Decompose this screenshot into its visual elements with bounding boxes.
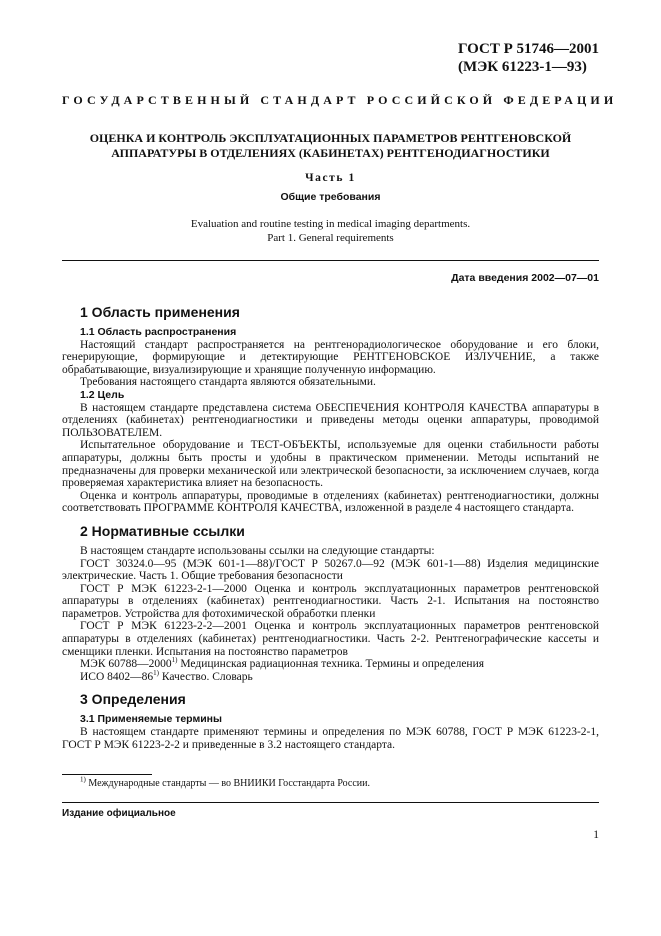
reference-5: [62, 671, 599, 684]
footnote-marker: 1): [171, 656, 178, 665]
title-line-2: АППАРАТУРЫ В ОТДЕЛЕНИЯХ (КАБИНЕТАХ) РЕНТГЕНОДИАГНОСТИКИ: [111, 146, 550, 160]
page-number: 1: [593, 829, 599, 841]
reference-3: ГОСТ Р МЭК 61223-2-2—2001 Оценка и контроль эксплуатационных параметров рентгеновской аппаратуры в отделениях (кабинетах) рентгенодиагностики. Часть 2-2. Рентгенографические кассеты и сменщики пленки. Испытания на постоянство параметров: [62, 620, 599, 658]
english-title-line-2: Part 1. General requirements: [267, 232, 394, 244]
document-title: [62, 131, 599, 161]
official-edition-label: Издание официальное: [62, 808, 176, 819]
state-standard-banner: ГОСУДАРСТВЕННЫЙ СТАНДАРТ РОССИЙСКОЙ ФЕДЕРАЦИИ: [62, 93, 618, 107]
footnote-marker: 1): [153, 669, 159, 678]
document-body: [62, 300, 599, 751]
section-3-heading: 3 Определения: [80, 691, 186, 708]
section-1-2-paragraph-1: В настоящем стандарте представлена система ОБЕСПЕЧЕНИЯ КОНТРОЛЯ КАЧЕСТВА аппаратуры в отделениях (кабинетах) рентгенодиагностики и приведены методы оценки аппаратуры, проводимой ПОЛЬЗОВАТЕЛЕМ.: [62, 401, 599, 439]
english-title: [62, 217, 599, 245]
section-1-1-paragraph-1: Настоящий стандарт распространяется на рентгенорадиологическое оборудование и его блоки, генерирующие, формирующие и детектирующие РЕНТГЕНОВСКОЕ ИЗЛУЧЕНИЕ, а также обрабатывающие, визуализирующие и хранящие полученную информацию.: [62, 338, 599, 376]
reference-5-text: Качество. Словарь: [159, 670, 253, 683]
standard-designation: [458, 40, 599, 76]
section-1-1-paragraph-2: Требования настоящего стандарта являются обязательными.: [80, 376, 376, 389]
part-subtitle: Общие требования: [280, 191, 381, 203]
introduction-date: Дата введения 2002—07—01: [451, 272, 599, 284]
footer-divider: [62, 802, 599, 803]
header-divider: [62, 260, 599, 261]
section-2-intro: В настоящем стандарте использованы ссылки на следующие стандарты:: [80, 544, 435, 557]
section-1-heading: 1 Область применения: [80, 304, 240, 320]
section-1-2-paragraph-2: Испытательное оборудование и ТЕСТ-ОБЪЕКТЫ, используемые для оценки стабильности работы аппаратуры, должны быть просты и удобны в практическом применении. Методы испытаний не предназначены для проверки механической или электрической безопасности, за исключением случаев, когда проверяемая характеристика влияет на безопасность.: [62, 439, 599, 490]
reference-2: ГОСТ Р МЭК 61223-2-1—2000 Оценка и контроль эксплуатационных параметров рентгеновской аппаратуры в отделениях (кабинетах) рентгенодиагностики. Часть 2-1. Испытания на постоянство параметров. Устройства для фотохимической обработки пленки: [62, 582, 599, 620]
section-3-1-paragraph-1: В настоящем стандарте применяют термины и определения по МЭК 60788, ГОСТ Р МЭК 61223-2-1, ГОСТ Р МЭК 61223-2-2 и приведенные в 3.2 настоящего стандарта.: [62, 726, 599, 751]
section-1-1-heading: 1.1 Область распространения: [80, 326, 237, 338]
footnote: [80, 775, 370, 789]
part-label: Часть 1: [305, 172, 356, 184]
title-line-1: ОЦЕНКА И КОНТРОЛЬ ЭКСПЛУАТАЦИОННЫХ ПАРАМЕТРОВ РЕНТГЕНОВСКОЙ: [89, 131, 572, 145]
standard-number: ГОСТ Р 51746—2001: [457, 41, 599, 57]
footnote-marker: 1): [80, 775, 86, 784]
footnote-divider: [62, 774, 152, 775]
section-2-heading: 2 Нормативные ссылки: [80, 522, 245, 539]
section-1-2-heading: 1.2 Цель: [80, 388, 125, 401]
english-title-line-1: Evaluation and routine testing in medical imaging departments.: [190, 218, 471, 230]
reference-5-code: ИСО 8402—86: [80, 670, 154, 683]
iec-number: (МЭК 61223-1—93): [457, 59, 587, 75]
reference-4-text: Медицинская радиационная техника. Термины и определения: [177, 658, 485, 671]
section-1-2-paragraph-3: Оценка и контроль аппаратуры, проводимые в отделениях (кабинетах) рентгенодиагностики, должны соответствовать ПРОГРАММЕ КОНТРОЛЯ КАЧЕСТВА, изложенной в разделе 4 настоящего стандарта.: [62, 489, 599, 515]
footnote-text: Международные стандарты — во ВНИИКИ Госстандарта России.: [85, 778, 370, 789]
section-3-1-heading: 3.1 Применяемые термины: [80, 713, 222, 726]
reference-1: ГОСТ 30324.0—95 (МЭК 601-1—88)/ГОСТ Р 50267.0—92 (МЭК 601-1—88) Изделия медицинские электрические. Часть 1. Общие требования безопасности: [62, 557, 599, 583]
reference-4: [62, 658, 599, 671]
reference-4-code: МЭК 60788—2000: [80, 658, 172, 671]
